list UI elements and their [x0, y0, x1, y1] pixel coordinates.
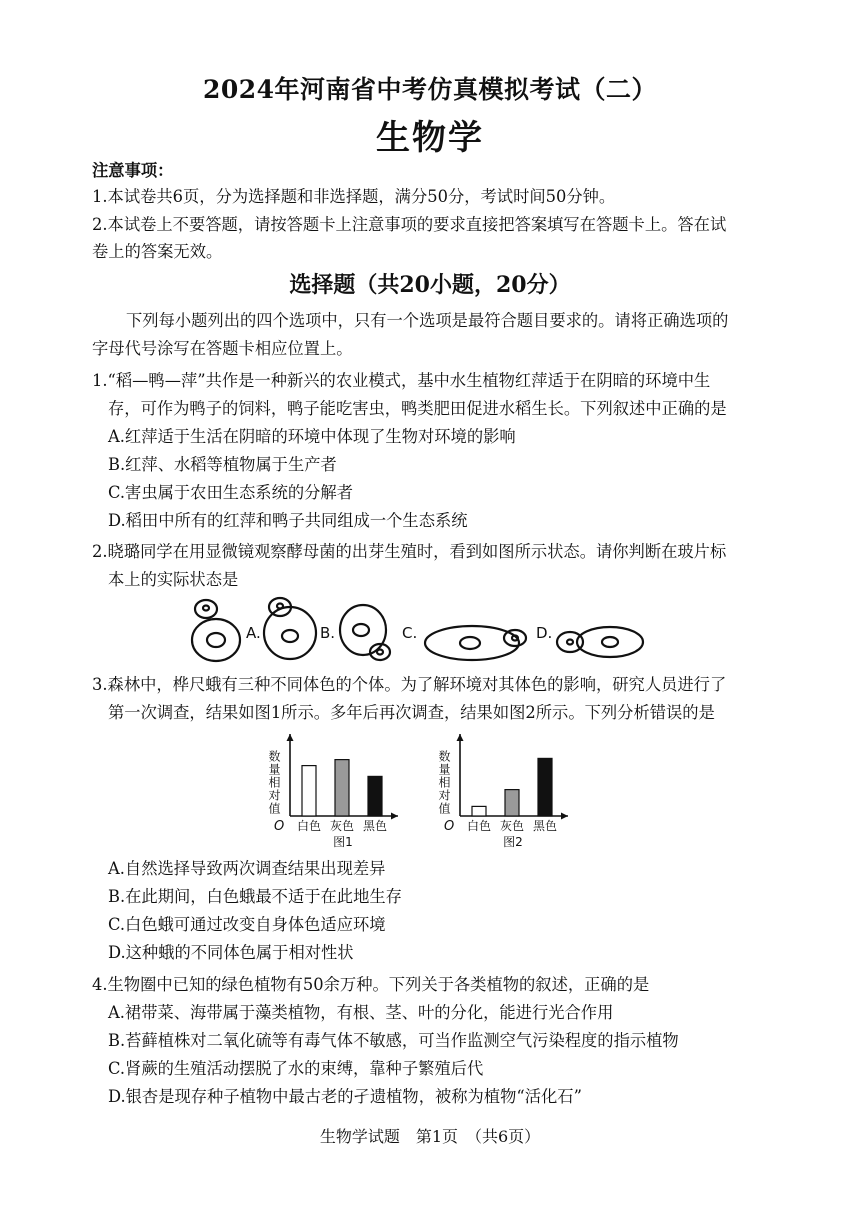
yeast-observed: [192, 600, 240, 661]
y-axis-arrow: [287, 734, 294, 741]
yeast-option-a: [264, 598, 316, 659]
yeast-option-d: [557, 627, 643, 657]
q1-option-d: D.稻田中所有的红萍和鸭子共同组成一个生态系统: [108, 511, 468, 530]
tick-label: 白色: [296, 819, 322, 833]
q4-option-b: B.苔藓植株对二氧化硫等有毒气体不敏感，可当作监测空气污染程度的指示植物: [108, 1031, 679, 1050]
yeast-label-d: D.: [536, 624, 553, 642]
q4-option-d: D.银杏是现存种子植物中最古老的孑遗植物，被称为植物“活化石”: [108, 1087, 582, 1106]
q1-option-b: B.红萍、水稻等植物属于生产者: [108, 455, 337, 474]
q4-option-c: C.肾蕨的生殖活动摆脱了水的束缚，靠种子繁殖后代: [108, 1059, 484, 1078]
tick-label: 黑色: [532, 819, 558, 833]
bar-黑色: [538, 758, 552, 816]
exam-title: 2024年河南省中考仿真模拟考试（二）: [202, 75, 658, 104]
yeast-budding-figure: [180, 596, 650, 666]
notice-item-2-line1: 2.本试卷上不要答题，请按答题卡上注意事项的要求直接把答案填写在答题卡上。答在试: [92, 215, 727, 234]
tick-label: 灰色: [499, 819, 525, 833]
q3-option-c: C.白色蛾可通过改变自身体色适应环境: [108, 915, 386, 934]
notice-item-2-line2: 卷上的答案无效。: [92, 242, 223, 261]
notice-heading: 注意事项：: [92, 161, 174, 180]
yeast-label-b: B.: [320, 624, 336, 642]
q4-stem: 4.生物圈中已知的绿色植物有50余万种。下列关于各类植物的叙述，正确的是: [92, 975, 650, 994]
section-intro-line2: 字母代号涂写在答题卡相应位置上。: [92, 339, 353, 358]
q3-stem-line1: 3.森林中，桦尺蛾有三种不同体色的个体。为了解环境对其体色的影响，研究人员进行了: [92, 675, 727, 694]
x-axis-arrow: [561, 813, 568, 820]
yeast-option-c: [425, 626, 526, 660]
q2-stem-line1: 2.晓璐同学在用显微镜观察酵母菌的出芽生殖时，看到如图所示状态。请你判断在玻片标: [92, 542, 727, 561]
bar-灰色: [505, 790, 519, 816]
bar-黑色: [368, 776, 382, 816]
chart-caption: 图1: [333, 835, 353, 849]
origin-label: O: [274, 819, 285, 834]
yeast-label-a: A.: [246, 624, 261, 642]
chart-caption: 图2: [503, 835, 523, 849]
section-intro-line1: 下列每小题列出的四个选项中，只有一个选项是最符合题目要求的。请将正确选项的: [126, 311, 729, 330]
q3-option-a: A.自然选择导致两次调查结果出现差异: [108, 859, 386, 878]
bar-白色: [472, 806, 486, 816]
moth-chart-2: [420, 730, 580, 850]
y-axis-label: 数量相对值: [437, 750, 451, 815]
origin-label: O: [444, 819, 455, 834]
tick-label: 灰色: [329, 819, 355, 833]
tick-label: 白色: [466, 819, 492, 833]
q3-option-b: B.在此期间，白色蛾最不适于在此地生存: [108, 887, 402, 906]
y-axis-arrow: [457, 734, 464, 741]
yeast-label-c: C.: [402, 624, 418, 642]
notice-item-1: 1.本试卷共6页，分为选择题和非选择题，满分50分，考试时间50分钟。: [92, 187, 616, 206]
bar-灰色: [335, 760, 349, 816]
q3-stem-line2: 第一次调查，结果如图1所示。多年后再次调查，结果如图2所示。下列分析错误的是: [108, 703, 715, 722]
q4-option-a: A.裙带菜、海带属于藻类植物，有根、茎、叶的分化，能进行光合作用: [108, 1003, 614, 1022]
page-footer: 生物学试题 第1页 （共6页）: [319, 1127, 541, 1146]
q1-option-a: A.红萍适于生活在阴暗的环境中体现了生物对环境的影响: [108, 427, 516, 446]
q1-stem-line2: 存，可作为鸭子的饲料，鸭子能吃害虫，鸭类肥田促进水稻生长。下列叙述中正确的是: [108, 399, 727, 418]
subject-title: 生物学: [376, 118, 484, 158]
moth-chart-1: [250, 730, 410, 850]
x-axis-arrow: [391, 813, 398, 820]
q1-stem-line1: 1.“稻—鸭—萍”共作是一种新兴的农业模式，基中水生植物红萍适于在阴暗的环境中生: [92, 371, 711, 390]
y-axis-label: 数量相对值: [267, 750, 281, 815]
q2-stem-line2: 本上的实际状态是: [108, 570, 239, 589]
tick-label: 黑色: [362, 819, 388, 833]
yeast-option-b: [340, 605, 390, 660]
section-title: 选择题（共20小题，20分）: [289, 272, 571, 298]
bar-白色: [302, 766, 316, 816]
q1-option-c: C.害虫属于农田生态系统的分解者: [108, 483, 353, 502]
q3-option-d: D.这种蛾的不同体色属于相对性状: [108, 943, 354, 962]
